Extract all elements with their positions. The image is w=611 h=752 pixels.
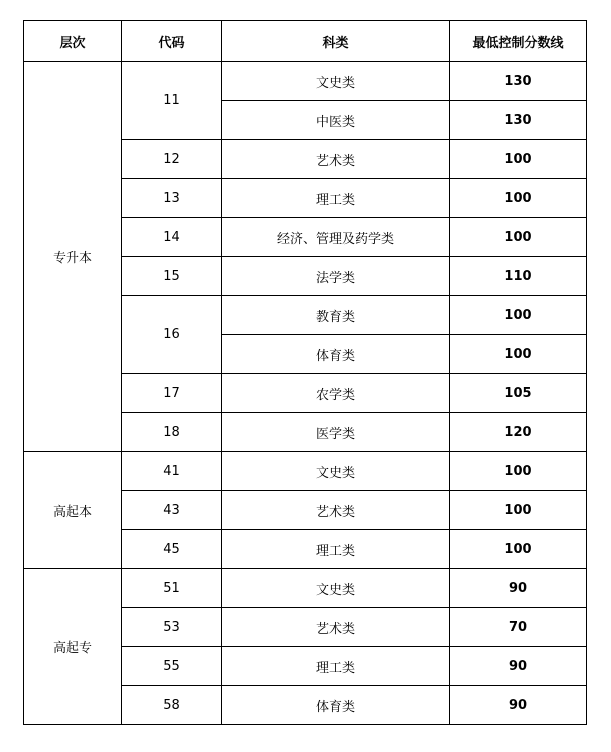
code-cell: 17	[122, 374, 222, 413]
score-cell: 100	[450, 491, 587, 530]
subject-cell: 体育类	[222, 686, 450, 725]
score-cell: 120	[450, 413, 587, 452]
score-cell: 90	[450, 686, 587, 725]
code-cell: 43	[122, 491, 222, 530]
score-cell: 100	[450, 140, 587, 179]
score-table-container	[23, 20, 587, 725]
subject-cell: 理工类	[222, 530, 450, 569]
header-code: 代码	[122, 21, 222, 62]
code-cell: 51	[122, 569, 222, 608]
header-subject: 科类	[222, 21, 450, 62]
level-cell: 高起专	[24, 569, 122, 725]
score-cell: 105	[450, 374, 587, 413]
code-cell: 13	[122, 179, 222, 218]
score-cell: 90	[450, 569, 587, 608]
score-cell: 90	[450, 647, 587, 686]
score-cell: 100	[450, 335, 587, 374]
score-cell: 100	[450, 530, 587, 569]
subject-cell: 农学类	[222, 374, 450, 413]
subject-cell: 中医类	[222, 101, 450, 140]
code-cell: 45	[122, 530, 222, 569]
level-cell: 专升本	[24, 62, 122, 452]
score-cell: 110	[450, 257, 587, 296]
subject-cell: 理工类	[222, 179, 450, 218]
table-row	[24, 569, 587, 608]
subject-cell: 艺术类	[222, 140, 450, 179]
subject-cell: 文史类	[222, 452, 450, 491]
subject-cell: 理工类	[222, 647, 450, 686]
table-row	[24, 452, 587, 491]
score-cell: 100	[450, 179, 587, 218]
level-cell: 高起本	[24, 452, 122, 569]
subject-cell: 文史类	[222, 569, 450, 608]
code-cell: 55	[122, 647, 222, 686]
score-cell: 70	[450, 608, 587, 647]
code-cell: 15	[122, 257, 222, 296]
code-cell: 11	[122, 62, 222, 140]
code-cell: 53	[122, 608, 222, 647]
score-cell: 130	[450, 101, 587, 140]
header-level: 层次	[24, 21, 122, 62]
header-min-score: 最低控制分数线	[450, 21, 587, 62]
score-cell: 100	[450, 218, 587, 257]
code-cell: 41	[122, 452, 222, 491]
subject-cell: 艺术类	[222, 491, 450, 530]
subject-cell: 法学类	[222, 257, 450, 296]
subject-cell: 医学类	[222, 413, 450, 452]
subject-cell: 艺术类	[222, 608, 450, 647]
code-cell: 16	[122, 296, 222, 374]
subject-cell: 体育类	[222, 335, 450, 374]
score-cell: 100	[450, 452, 587, 491]
code-cell: 18	[122, 413, 222, 452]
score-cell: 130	[450, 62, 587, 101]
table-header-row	[24, 21, 587, 62]
subject-cell: 经济、管理及药学类	[222, 218, 450, 257]
code-cell: 58	[122, 686, 222, 725]
score-table	[23, 20, 587, 725]
subject-cell: 文史类	[222, 62, 450, 101]
subject-cell: 教育类	[222, 296, 450, 335]
table-row	[24, 62, 587, 101]
code-cell: 12	[122, 140, 222, 179]
code-cell: 14	[122, 218, 222, 257]
score-cell: 100	[450, 296, 587, 335]
